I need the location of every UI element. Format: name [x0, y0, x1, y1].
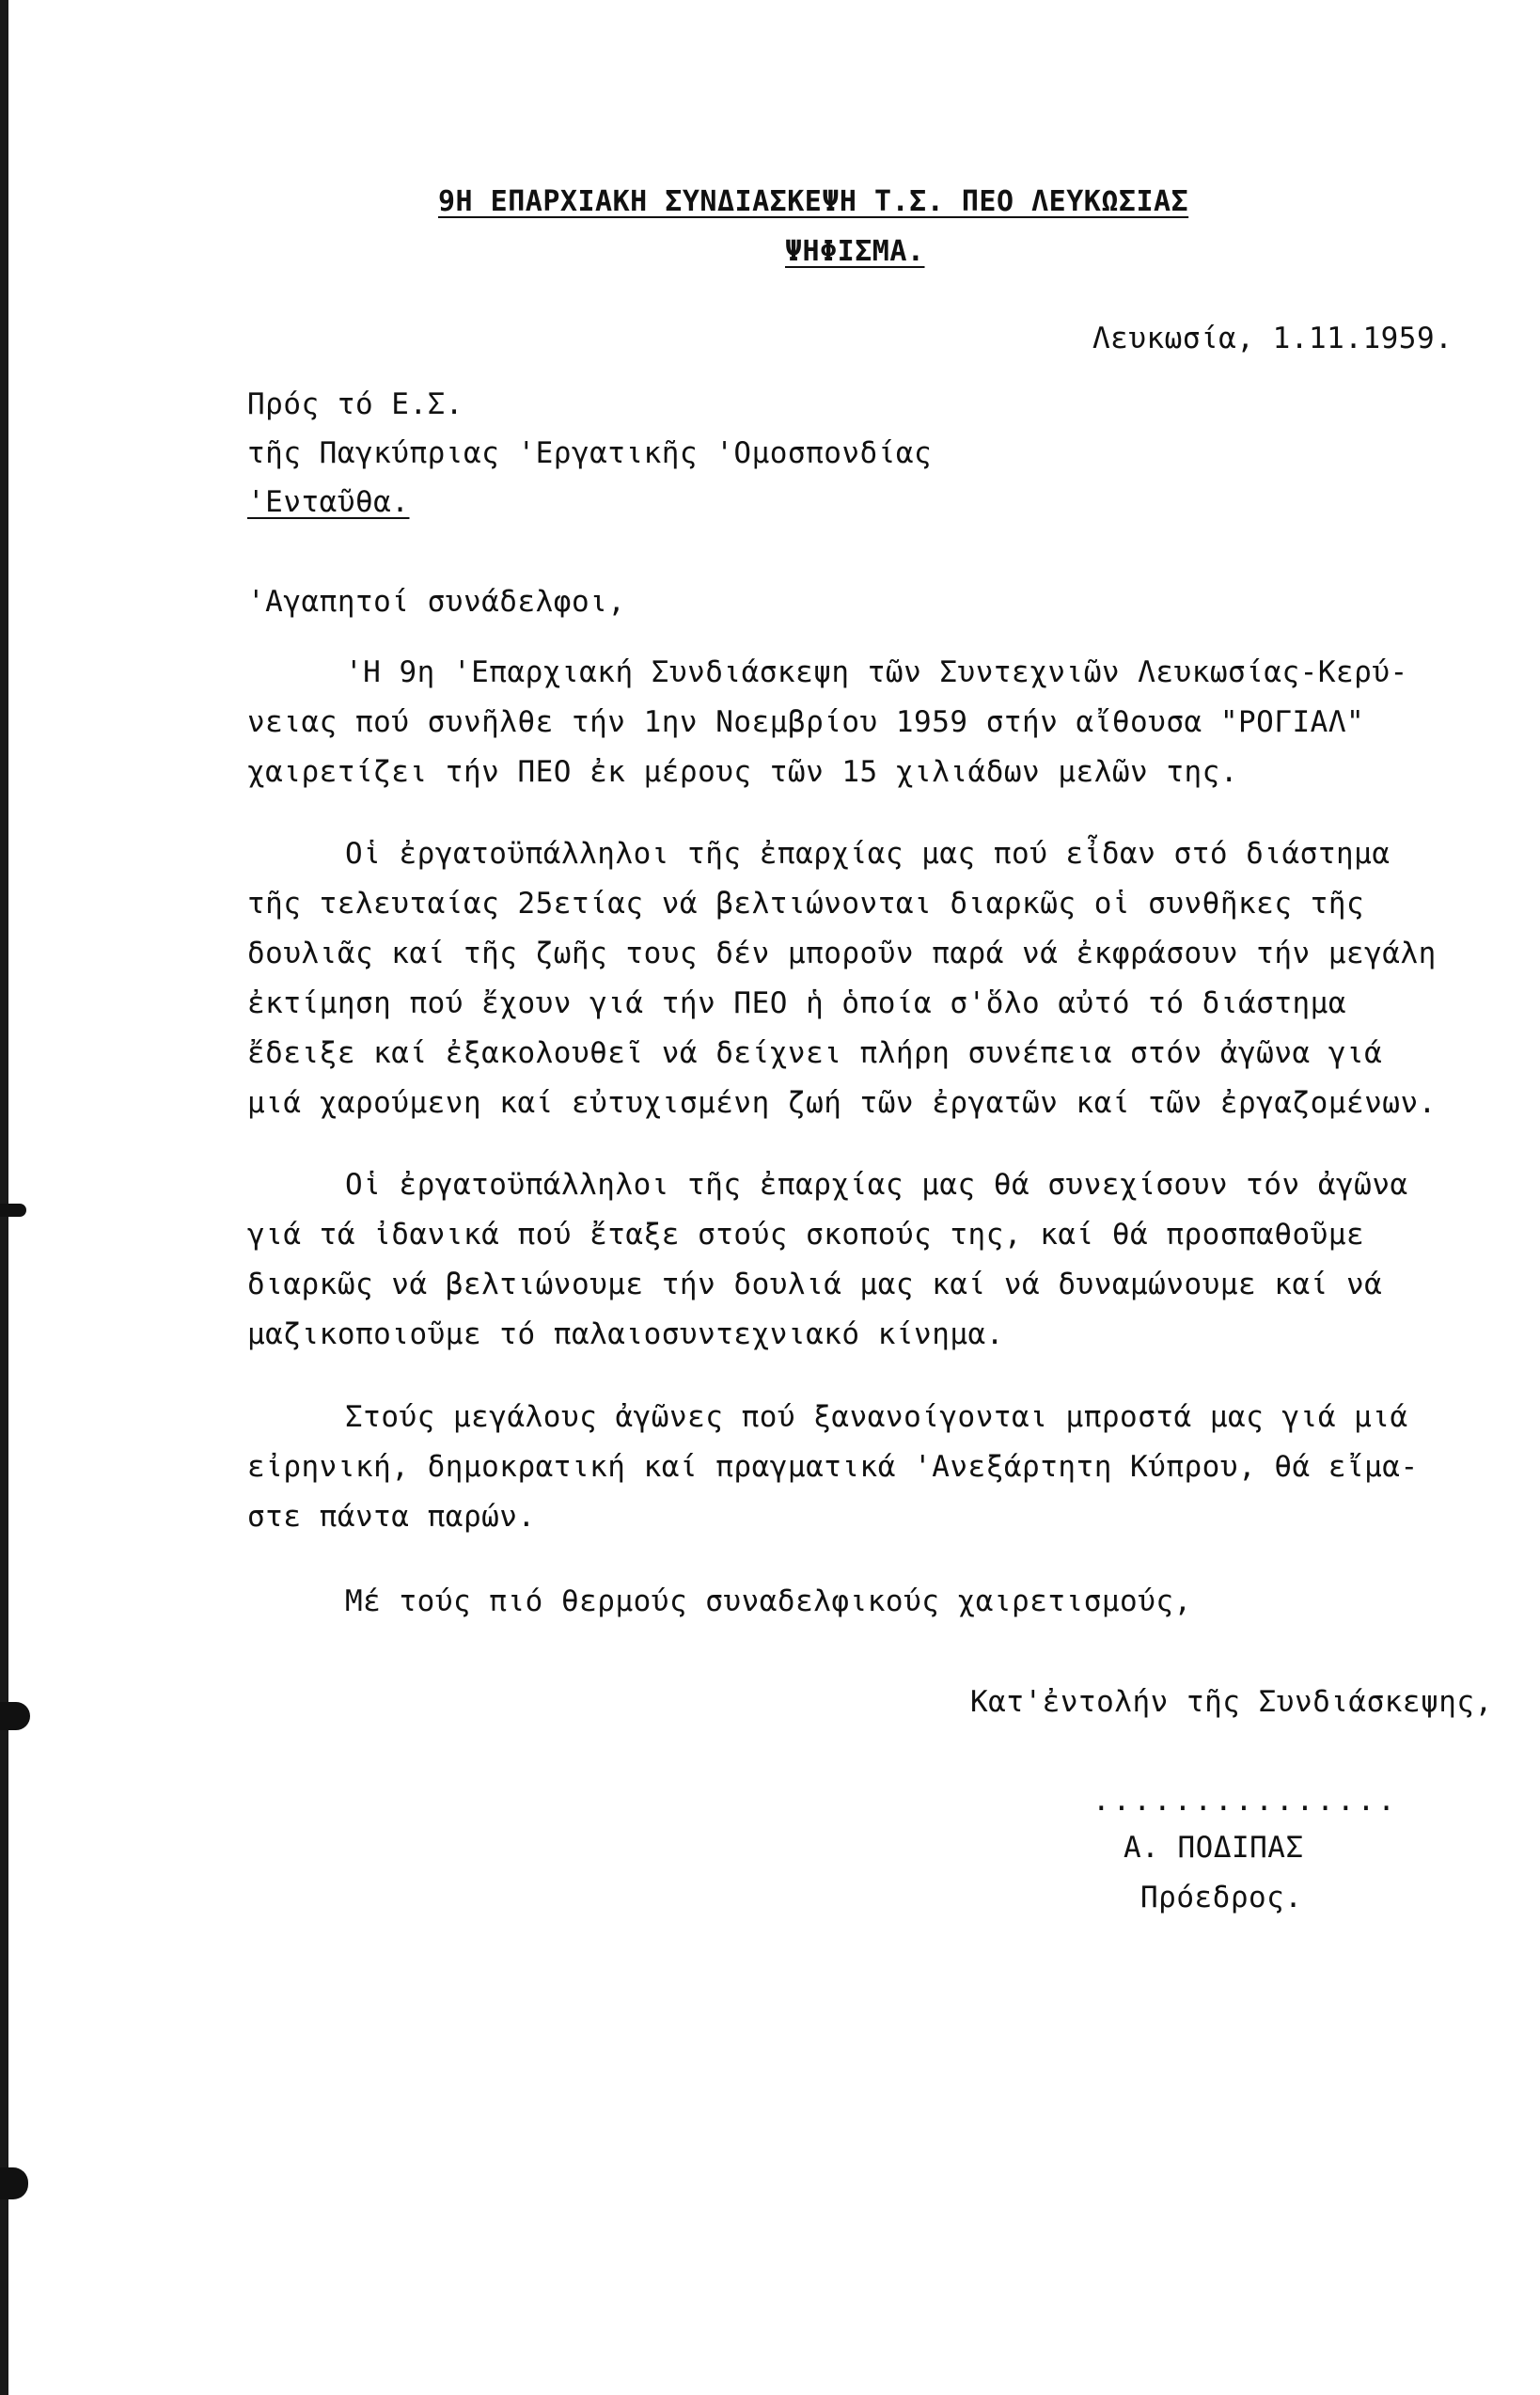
binding-mark — [0, 1204, 26, 1217]
binding-mark — [0, 1702, 30, 1730]
paragraph-line: ἔδειξε καί ἐξακολουθεῖ νά δείχνει πλήρη συνέπεια στόν ἀγῶνα γιά — [247, 1036, 1383, 1070]
paragraph-line: Στούς μεγάλους ἀγῶνες πού ξανανοίγονται μπροστά μας γιά μιά — [345, 1400, 1408, 1434]
paragraph-line: Οἱ ἐργατοϋπάλληλοι τῆς ἐπαρχίας μας θά συνεχίσουν τόν ἀγῶνα — [345, 1168, 1408, 1202]
binding-mark — [0, 2167, 28, 2199]
paragraph-line: ἐκτίμηση πού ἔχουν γιά τήν ΠΕΟ ἡ ὁποία σ'ὅλο αὐτό τό διάστημα — [247, 986, 1346, 1020]
signatory-name: Α. ΠΟΔΙΠΑΣ — [1124, 1831, 1304, 1865]
salutation: 'Αγαπητοί συνάδελφοι, — [247, 585, 626, 619]
paragraph-line: στε πάντα παρών. — [247, 1500, 536, 1534]
paragraph-line: μαζικοποιοῦμε τό παλαιοσυντεχνιακό κίνημα. — [247, 1317, 1004, 1351]
paragraph-line: νειας πού συνῆλθε τήν 1ην Νοεμβρίου 1959 στήν αἴθουσα "ΡΟΓΙΑΛ" — [247, 705, 1365, 739]
recipient-line: 'Ενταῦθα. — [247, 485, 410, 519]
paragraph-line: τῆς τελευταίας 25ετίας νά βελτιώνονται διαρκῶς οἱ συνθῆκες τῆς — [247, 887, 1365, 921]
paragraph-line: δουλιᾶς καί τῆς ζωῆς τους δέν μποροῦν παρά νά ἐκφράσουν τήν μεγάλη — [247, 937, 1437, 970]
document-subtitle: ΨΗΦΙΣΜΑ. — [785, 235, 925, 268]
paragraph-line: 'Η 9η 'Επαρχιακή Συνδιάσκεψη τῶν Συντεχνιῶν Λευκωσίας-Κερύ- — [345, 655, 1408, 689]
paragraph-line: χαιρετίζει τήν ΠΕΟ ἐκ μέρους τῶν 15 χιλιάδων μελῶν της. — [247, 755, 1238, 789]
recipient-line: τῆς Παγκύπριας 'Εργατικῆς 'Ομοσπονδίας — [247, 436, 933, 470]
document-title: 9Η ΕΠΑΡΧΙΑΚΗ ΣΥΝΔΙΑΣΚΕΨΗ Τ.Σ. ΠΕΟ ΛΕΥΚΩΣΙΑΣ — [438, 185, 1189, 218]
paragraph-line: διαρκῶς νά βελτιώνουμε τήν δουλιά μας καί νά δυναμώνουμε καί νά — [247, 1268, 1383, 1301]
binding-edge — [0, 0, 8, 2395]
signatory-role: Πρόεδρος. — [1140, 1881, 1303, 1914]
recipient-line: Πρός τό Ε.Σ. — [247, 387, 464, 421]
paragraph-line: Οἱ ἐργατοϋπάλληλοι τῆς ἐπαρχίας μας πού εἶδαν στό διάστημα — [345, 837, 1391, 871]
paragraph-line: Μέ τούς πιό θερμούς συναδελφικούς χαιρετισμούς, — [345, 1584, 1192, 1618]
signature-dots: ............... — [1092, 1784, 1398, 1818]
paragraph-line: εἰρηνική, δημοκρατική καί πραγματικά 'Ανεξάρτητη Κύπρου, θά εἴμα- — [247, 1450, 1419, 1484]
closing-line: Κατ'ἐντολήν τῆς Συνδιάσκεψης, — [970, 1685, 1493, 1719]
paragraph-line: μιά χαρούμενη καί εὐτυχισμένη ζωή τῶν ἐργατῶν καί τῶν ἐργαζομένων. — [247, 1086, 1437, 1120]
paragraph-line: γιά τά ἰδανικά πού ἔταξε στούς σκοπούς της, καί θά προσπαθοῦμε — [247, 1218, 1365, 1252]
date-line: Λευκωσία, 1.11.1959. — [1092, 322, 1454, 355]
